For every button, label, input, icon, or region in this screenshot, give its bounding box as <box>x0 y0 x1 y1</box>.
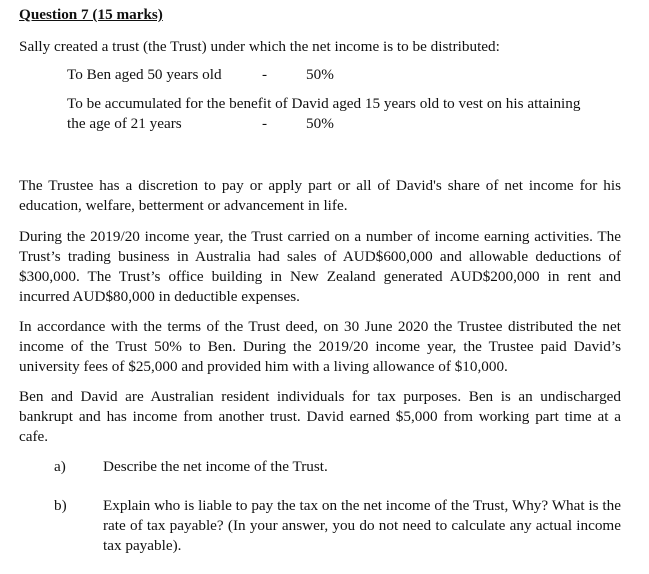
question-text: Describe the net income of the Trust. <box>103 458 328 475</box>
distribution-text-line2: the age of 21 years <box>67 115 182 132</box>
paragraph-distribution: In accordance with the terms of the Trust deed, on 30 June 2020 the Trustee distributed the net income of the Trust 50% to Ben. During the 2019/20 income year, the Trustee paid David’s university fees of $25,000 and provided him with a living allowance of $10,000. <box>19 318 621 375</box>
distribution-text: To Ben aged 50 years old <box>67 66 222 83</box>
question-label: b) <box>54 497 67 514</box>
distribution-dash: - <box>262 115 268 132</box>
intro-text: Sally created a trust (the Trust) under which the net income is to be distributed: <box>19 38 500 55</box>
question-title: Question 7 (15 marks) <box>19 6 163 23</box>
distribution-percent: 50% <box>306 66 334 83</box>
paragraph-trustee-discretion: The Trustee has a discretion to pay or apply part or all of David's share of net income for his education, welfare, betterment or advancement in life. <box>19 177 621 214</box>
paragraph-residency: Ben and David are Australian resident individuals for tax purposes. Ben is an undischarged bankrupt and has income from another trust. David earned $5,000 from working part time at a cafe. <box>19 388 621 445</box>
distribution-dash: - <box>262 66 268 83</box>
question-text: Explain who is liable to pay the tax on the net income of the Trust, Why? What is the rate of tax payable? (In your answer, you do not need to calculate any actual income tax payable). <box>103 497 621 554</box>
distribution-percent: 50% <box>306 115 334 132</box>
distribution-text-line1: To be accumulated for the benefit of David aged 15 years old to vest on his attaining <box>67 95 581 112</box>
question-label: a) <box>54 458 66 475</box>
paragraph-income-activities: During the 2019/20 income year, the Trust carried on a number of income earning activities. The Trust’s trading business in Australia had sales of AUD$600,000 and allowable deductions of $300,000. The Trust’s office building in New Zealand generated AUD$200,000 in rent and incurred AUD$80,000 in deductible expenses. <box>19 228 621 305</box>
